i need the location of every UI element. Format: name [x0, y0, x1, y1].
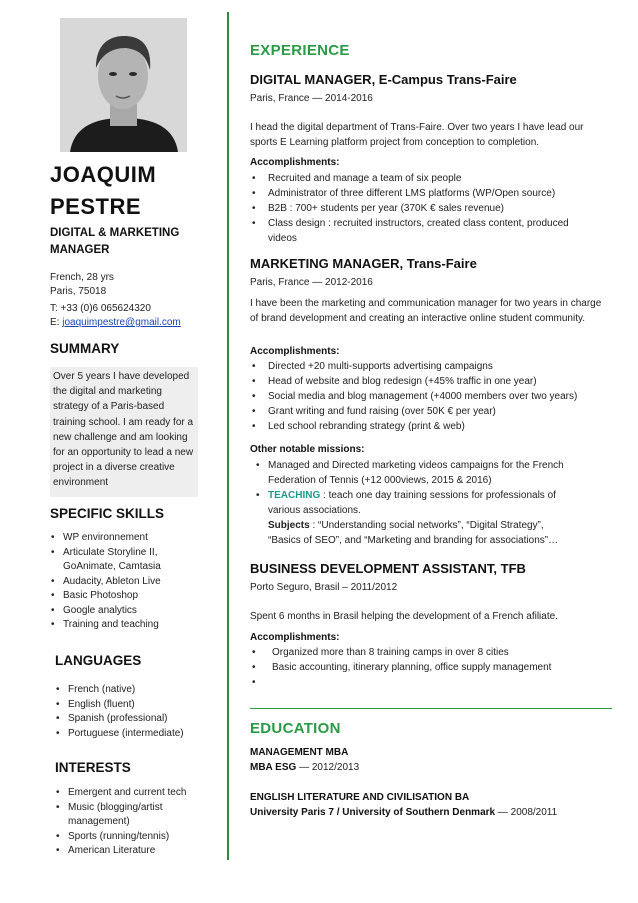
- list-item: • Articulate Storyline II, GoAnimate, Camtasia: [50, 546, 210, 575]
- subjects-item: [254, 518, 614, 548]
- list-item: • Portuguese (intermediate): [55, 727, 220, 742]
- job2-acc-label: [250, 345, 339, 360]
- job3-acc-label: [250, 631, 339, 646]
- column-divider: [227, 12, 229, 860]
- location: Paris, 75018: [50, 286, 107, 297]
- subjects-label: Subjects: [268, 520, 310, 531]
- degree2-school: [250, 806, 557, 821]
- job-title-line1: DIGITAL & MARKETING: [50, 227, 180, 239]
- summary-text: Over 5 years I have developed the digital and marketing strategy of a Paris-based training school. I am ready for a new challenge and am looking for an opportunity to lead a new project in a diverse creative environment: [50, 367, 198, 497]
- list-item: • Led school rebranding strategy (print & web): [250, 419, 620, 434]
- acc-label: Accomplishments:: [250, 632, 340, 643]
- email-link[interactable]: joaquimpestre@gmail.com: [62, 317, 181, 328]
- teaching-text: : teach one day training sessions for professionals of various associations.: [268, 490, 556, 516]
- list-item: • Head of website and blog redesign (+45% traffic in one year): [250, 374, 620, 389]
- job1-list: [250, 171, 610, 246]
- acc-label: Accomplishments:: [250, 346, 340, 357]
- first-name: JOAQUIM: [50, 162, 157, 187]
- list-item: • B2B : 700+ students per year (370K € sales revenue): [250, 201, 610, 216]
- list-item: [254, 488, 614, 518]
- languages-heading: LANGUAGES: [55, 653, 142, 668]
- subjects-text: : “Understanding social networks”, “Digital Strategy”, “Basics of SEO”, and “Marketing and branding for associations”…: [268, 520, 559, 546]
- list-item: • Music (blogging/artist management): [55, 801, 215, 830]
- job2-list: [250, 359, 620, 434]
- job3-meta: Porto Seguro, Brasil – 2011/2012: [250, 582, 398, 593]
- summary-heading: SUMMARY: [50, 341, 120, 356]
- skills-heading: SPECIFIC SKILLS: [50, 506, 165, 521]
- list-item: • French (native): [55, 683, 220, 698]
- acc-label: Accomplishments:: [250, 157, 340, 168]
- email-prefix: E:: [50, 317, 60, 328]
- list-item: • Recruited and manage a team of six people: [250, 171, 610, 186]
- list-item: • WP environnement: [50, 531, 210, 546]
- personal-info: French, 28 yrs: [50, 272, 114, 283]
- list-item: • American Literature: [55, 844, 215, 859]
- teaching-label: TEACHING: [268, 490, 321, 501]
- degree1-school: [250, 761, 359, 776]
- job3-desc: Spent 6 months in Brasil helping the development of a French afiliate.: [250, 611, 558, 622]
- list-item: • Class design : recruited instructors, created class content, produced videos: [250, 216, 610, 246]
- list-item: • Audacity, Ableton Live: [50, 575, 210, 590]
- list-item: • Spanish (professional): [55, 712, 220, 727]
- job1-meta: Paris, France — 2014-2016: [250, 93, 373, 104]
- job1-title: DIGITAL MANAGER, E-Campus Trans-Faire: [250, 72, 517, 87]
- list-item: • Sports (running/tennis): [55, 830, 215, 845]
- education-heading: EDUCATION: [250, 720, 341, 737]
- job2-other-label: [250, 443, 364, 458]
- phone: T: +33 (0)6 065624320: [50, 303, 151, 314]
- list-item: • Training and teaching: [50, 618, 210, 633]
- school: MBA ESG: [250, 762, 297, 773]
- list-item: [254, 458, 614, 488]
- experience-heading: EXPERIENCE: [250, 42, 350, 59]
- job2-title: MARKETING MANAGER, Trans-Faire: [250, 256, 477, 271]
- years: — 2012/2013: [296, 762, 360, 773]
- mission-text: Managed and Directed marketing videos campaigns for the French Federation of Tennis (+12 000views, 2015 & 2016): [268, 460, 564, 486]
- list-item: • Emergent and current tech: [55, 786, 215, 801]
- list-item: • Organized more than 8 training camps in over 8 cities: [250, 645, 610, 660]
- list-item: • Google analytics: [50, 604, 210, 619]
- job2-missions: [254, 458, 614, 548]
- job1-acc-label: [250, 156, 339, 171]
- job3-title: BUSINESS DEVELOPMENT ASSISTANT, TFB: [250, 561, 526, 576]
- languages-list: [55, 683, 220, 741]
- profile-photo: [60, 18, 187, 152]
- interests-list: [55, 786, 215, 859]
- list-item: • English (fluent): [55, 698, 220, 713]
- interests-heading: INTERESTS: [55, 760, 131, 775]
- job1-desc: I head the digital department of Trans-Faire. Over two years I have lead our sports E Learning platform project from conception to completion.: [250, 122, 584, 148]
- list-item: • Grant writing and fund raising (over 50K € per year): [250, 404, 620, 419]
- list-item: • Administrator of three different LMS platforms (WP/Open source): [250, 186, 610, 201]
- school: University Paris 7 / University of Southern Denmark: [250, 807, 496, 818]
- last-name: PESTRE: [50, 194, 142, 219]
- other-label: Other notable missions:: [250, 444, 365, 455]
- section-divider: [250, 708, 612, 709]
- job2-meta: Paris, France — 2012-2016: [250, 277, 373, 288]
- job3-list: [250, 645, 610, 690]
- email-line: [50, 316, 181, 330]
- list-item: • Social media and blog management (+4000 members over two years): [250, 389, 620, 404]
- list-item: • Basic Photoshop: [50, 589, 210, 604]
- degree2: ENGLISH LITERATURE AND CIVILISATION BA: [250, 792, 470, 803]
- years: — 2008/2011: [495, 807, 558, 818]
- list-item: • Basic accounting, itinerary planning, office supply management: [250, 660, 610, 675]
- list-item: [250, 675, 610, 690]
- list-item: • Directed +20 multi-supports advertising campaigns: [250, 359, 620, 374]
- skills-list: [50, 531, 210, 633]
- job2-desc: I have been the marketing and communication manager for two years in charge of brand development and creating an interactive online student community.: [250, 298, 602, 324]
- job-title-line2: MANAGER: [50, 244, 110, 256]
- degree1: MANAGEMENT MBA: [250, 747, 349, 758]
